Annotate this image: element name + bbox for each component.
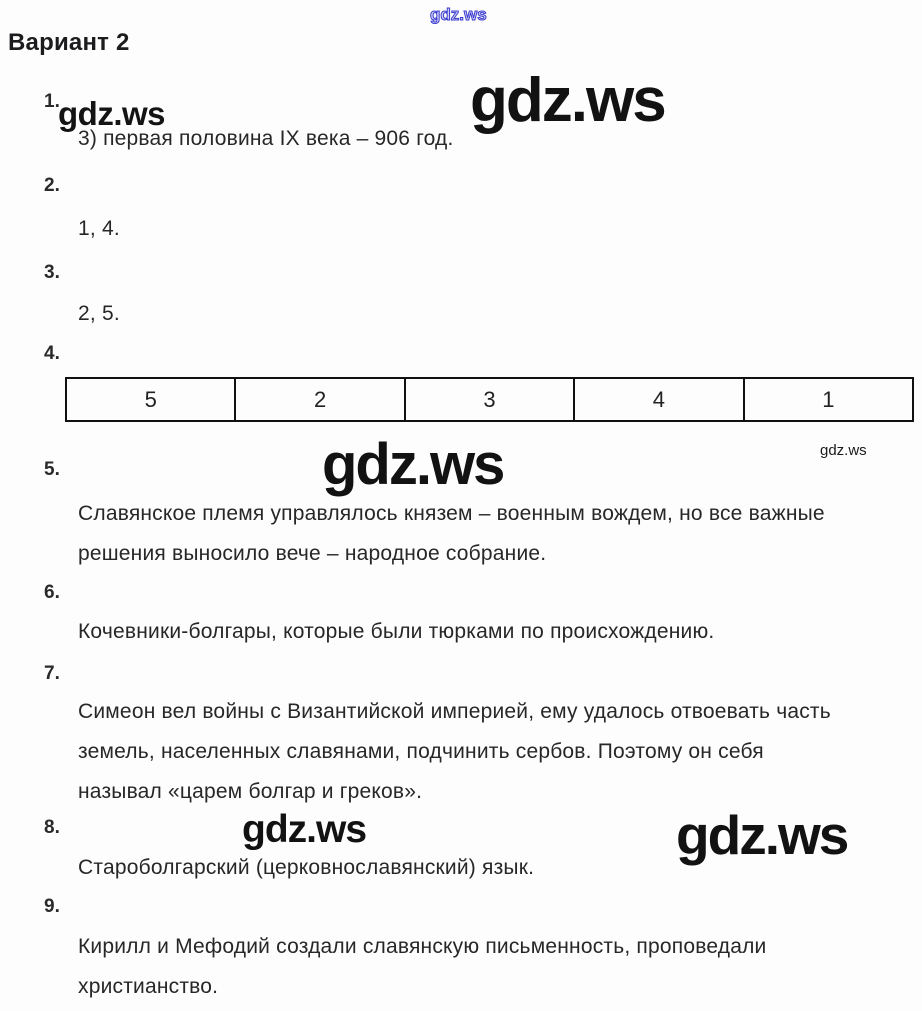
question-3-number: 3. — [44, 262, 60, 283]
page-title: Вариант 2 — [8, 29, 130, 56]
question-7-answer-line-2: земель, населенных славянами, подчинить сербов. Поэтому он себя — [78, 740, 764, 763]
question-7-answer-line-1: Симеон вел войны с Византийской империей, ему удалось отвоевать часть — [78, 700, 831, 723]
answers-table-cell-4: 4 — [575, 379, 744, 420]
question-6-number: 6. — [44, 582, 60, 603]
question-1-number: 1. — [44, 91, 60, 112]
question-4-number: 4. — [44, 343, 60, 364]
question-2-answer-line: 1, 4. — [78, 217, 120, 240]
question-8-number: 8. — [44, 817, 60, 838]
question-9-number: 9. — [44, 896, 60, 917]
question-5-answer-line-2: решения выносило вече – народное собрание. — [78, 542, 547, 565]
question-7-answer-line-3: называл «царем болгар и греков». — [78, 780, 423, 803]
question-7-number: 7. — [44, 663, 60, 684]
watermark-question8-center: gdz.ws — [242, 808, 367, 851]
answers-table — [65, 377, 914, 422]
answers-table-cell-3: 3 — [406, 379, 575, 420]
answers-table-cell-2: 2 — [236, 379, 405, 420]
question-6-answer-line: Кочевники-болгары, которые были тюрками по происхождению. — [78, 620, 715, 643]
watermark-top-right: gdz.ws — [470, 66, 665, 135]
watermark-below-table: gdz.ws — [820, 442, 867, 459]
question-5-answer-line-1: Славянское племя управлялось князем – военным вождем, но все важные — [78, 502, 825, 525]
question-8-answer-line: Староболгарский (церковнославянский) язык. — [78, 856, 535, 879]
answers-table-cell-5: 1 — [822, 386, 835, 412]
question-9-answer-line-2: христианство. — [78, 975, 219, 998]
question-5-number: 5. — [44, 459, 60, 480]
answers-table-cell-1: 5 — [67, 379, 236, 420]
watermark-question1: gdz.ws — [58, 95, 166, 132]
watermark-question5: gdz.ws — [322, 432, 504, 497]
question-1-answer-line: 3) первая половина IX века – 906 год. — [78, 127, 454, 150]
watermark-question8-right: gdz.ws — [676, 804, 848, 866]
question-2-number: 2. — [44, 175, 60, 196]
watermark-top-center: gdz.ws — [430, 5, 487, 24]
question-9-answer-line-1: Кирилл и Мефодий создали славянскую письменность, проповедали — [78, 935, 767, 958]
question-3-answer-line: 2, 5. — [78, 302, 120, 325]
